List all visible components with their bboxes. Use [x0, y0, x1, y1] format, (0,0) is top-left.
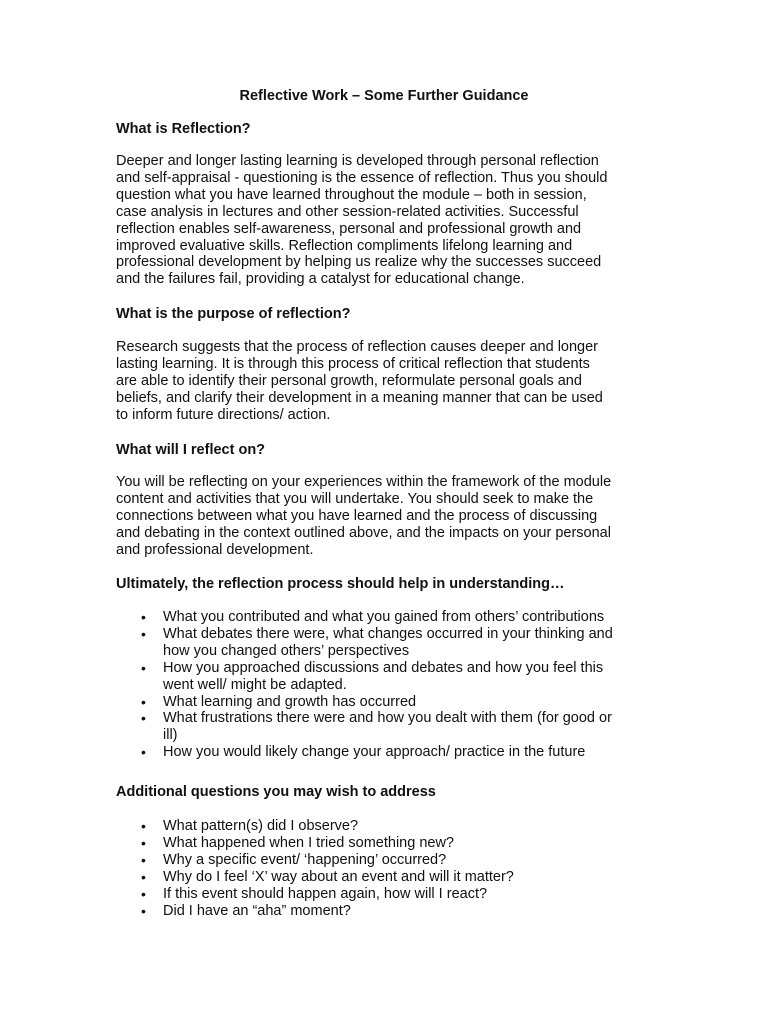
- paragraph-line: connections between what you have learned and the process of discussing: [116, 507, 598, 524]
- paragraph-line: Deeper and longer lasting learning is developed through personal reflection: [116, 153, 599, 169]
- paragraph-what-is-reflection: [116, 153, 656, 288]
- list-item-text: If this event should happen again, how will I react?: [163, 885, 488, 902]
- bullet-icon: •: [141, 902, 146, 919]
- list-item: [116, 744, 613, 761]
- list-item: [116, 660, 613, 694]
- bullet-icon: •: [141, 834, 146, 851]
- paragraph-line: content and activities that you will undertake. You should seek to make the: [116, 490, 594, 507]
- list-item: [116, 852, 514, 869]
- bullet-icon: •: [141, 851, 146, 868]
- paragraph-line: case analysis in lectures and other session-related activities. Successful: [116, 203, 579, 220]
- list-item-text: how you changed others’ perspectives: [163, 642, 410, 659]
- section-heading-what-will-i-reflect-on: What will I reflect on?: [116, 442, 266, 458]
- list-item: [116, 694, 613, 711]
- list-item: [116, 818, 514, 835]
- bullet-icon: •: [141, 609, 146, 625]
- bullet-icon: •: [141, 744, 146, 761]
- paragraph-line: reflection enables self-awareness, personal and professional growth and: [116, 220, 582, 237]
- paragraph-what-will-i-reflect-on: [116, 474, 656, 559]
- bullet-icon: •: [141, 659, 146, 676]
- bullet-icon: •: [141, 868, 146, 885]
- list-item-text: What you contributed and what you gained from others’ contributions: [163, 609, 605, 625]
- paragraph-line: and self-appraisal - questioning is the essence of reflection. Thus you should: [116, 169, 608, 186]
- list-item-text: What pattern(s) did I observe?: [163, 818, 359, 834]
- list-item-text: Why do I feel ‘X’ way about an event and will it matter?: [163, 868, 514, 885]
- paragraph-purpose-of-reflection: [116, 339, 656, 424]
- list-item: [116, 886, 514, 903]
- list-item-text: ill): [163, 727, 178, 744]
- list-item-text: Did I have an “aha” moment?: [163, 902, 351, 919]
- paragraph-line: beliefs, and clarify their development in a meaning manner that can be used: [116, 389, 603, 406]
- bullet-icon: •: [141, 625, 146, 642]
- paragraph-line: lasting learning. It is through this process of critical reflection that students: [116, 355, 590, 372]
- list-item-text: went well/ might be adapted.: [163, 676, 347, 693]
- list-item: [116, 835, 514, 852]
- list-item-text: What learning and growth has occurred: [163, 693, 417, 710]
- paragraph-line: Research suggests that the process of reflection causes deeper and longer: [116, 339, 599, 355]
- bullet-list-understanding: [116, 609, 613, 761]
- paragraph-line: You will be reflecting on your experiences within the framework of the module: [116, 474, 612, 490]
- section-heading-purpose-of-reflection: What is the purpose of reflection?: [116, 306, 351, 322]
- bullet-list-additional-questions: [116, 818, 514, 919]
- paragraph-line: to inform future directions/ action.: [116, 406, 331, 423]
- paragraph-line: and debating in the context outlined above, and the impacts on your personal: [116, 524, 611, 541]
- bullet-icon: •: [141, 710, 146, 727]
- list-item: [116, 609, 613, 626]
- paragraph-line: improved evaluative skills. Reflection compliments lifelong learning and: [116, 237, 573, 254]
- list-item-text: Why a specific event/ ‘happening’ occurred?: [163, 851, 447, 868]
- paragraph-line: and professional development.: [116, 541, 314, 558]
- bullet-icon: •: [141, 885, 146, 902]
- list-item: [116, 626, 613, 660]
- list-item-text: How you approached discussions and debates and how you feel this: [163, 659, 604, 676]
- list-item-text: What frustrations there were and how you dealt with them (for good or: [163, 710, 612, 727]
- list-item: [116, 869, 514, 886]
- bullet-icon: •: [141, 693, 146, 710]
- list-item-text: What happened when I tried something new?: [163, 834, 454, 851]
- paragraph-line: and the failures fail, providing a catalyst for educational change.: [116, 271, 525, 288]
- document-title: Reflective Work – Some Further Guidance: [239, 88, 529, 104]
- section-heading-ultimately: Ultimately, the reflection process should help in understanding…: [116, 576, 565, 592]
- list-item-text: What debates there were, what changes occurred in your thinking and: [163, 625, 613, 642]
- bullet-icon: •: [141, 818, 146, 834]
- list-item: [116, 710, 613, 744]
- paragraph-line: question what you have learned throughout the module – both in session,: [116, 186, 587, 203]
- list-item: [116, 903, 514, 920]
- section-heading-additional-questions: Additional questions you may wish to address: [116, 784, 436, 800]
- paragraph-line: are able to identify their personal growth, reformulate personal goals and: [116, 372, 582, 389]
- paragraph-line: professional development by helping us realize why the successes succeed: [116, 254, 602, 271]
- list-item-text: How you would likely change your approach/ practice in the future: [163, 744, 586, 761]
- section-heading-what-is-reflection: What is Reflection?: [116, 121, 251, 137]
